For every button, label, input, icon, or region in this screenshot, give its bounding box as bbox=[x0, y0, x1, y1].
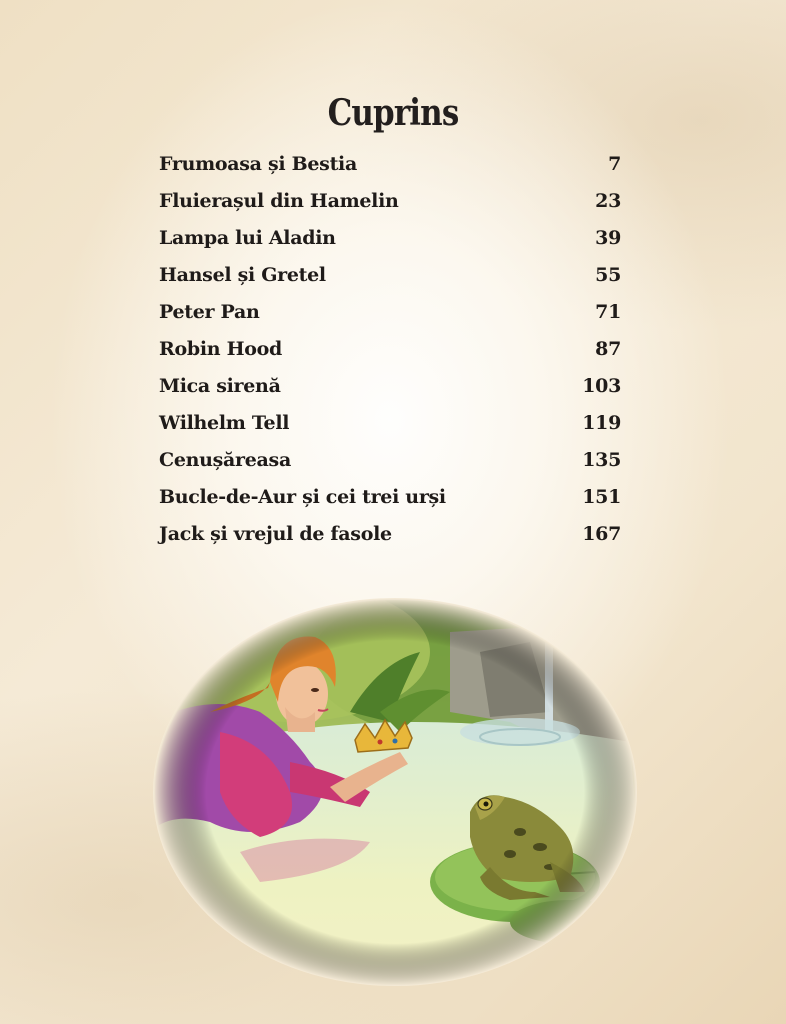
toc-entry-page: 87 bbox=[595, 338, 621, 360]
toc-entry[interactable] bbox=[159, 153, 621, 190]
toc-entry-page: 55 bbox=[595, 264, 621, 286]
toc-entry-title: Lampa lui Aladin bbox=[159, 227, 336, 249]
toc-entry[interactable] bbox=[159, 375, 621, 412]
toc-entry[interactable] bbox=[159, 412, 621, 449]
toc-entry[interactable] bbox=[159, 523, 621, 560]
table-of-contents bbox=[159, 153, 621, 560]
toc-entry-page: 167 bbox=[582, 523, 621, 545]
toc-entry-page: 39 bbox=[595, 227, 621, 249]
toc-entry-page: 119 bbox=[582, 412, 621, 434]
toc-entry-title: Wilhelm Tell bbox=[159, 412, 290, 434]
toc-entry-title: Jack și vrejul de fasole bbox=[159, 523, 392, 545]
toc-entry-page: 23 bbox=[595, 190, 621, 212]
toc-entry-title: Fluierașul din Hamelin bbox=[159, 190, 399, 212]
toc-entry-title: Robin Hood bbox=[159, 338, 282, 360]
toc-entry-title: Frumoasa și Bestia bbox=[159, 153, 357, 175]
toc-entry-title: Peter Pan bbox=[159, 301, 260, 323]
toc-entry-page: 103 bbox=[582, 375, 621, 397]
toc-entry[interactable] bbox=[159, 486, 621, 523]
toc-entry[interactable] bbox=[159, 301, 621, 338]
toc-entry[interactable] bbox=[159, 190, 621, 227]
toc-entry-title: Hansel și Gretel bbox=[159, 264, 326, 286]
page-title: Cuprins bbox=[327, 92, 459, 134]
toc-entry-page: 71 bbox=[595, 301, 621, 323]
toc-entry[interactable] bbox=[159, 338, 621, 375]
toc-entry-page: 7 bbox=[608, 153, 621, 175]
toc-entry-title: Mica sirenă bbox=[159, 375, 281, 397]
toc-entry-page: 135 bbox=[582, 449, 621, 471]
toc-entry[interactable] bbox=[159, 227, 621, 264]
toc-entry-title: Cenușăreasa bbox=[159, 449, 291, 471]
toc-entry[interactable] bbox=[159, 449, 621, 486]
toc-entry-page: 151 bbox=[582, 486, 621, 508]
toc-entry[interactable] bbox=[159, 264, 621, 301]
frog-prince-illustration bbox=[150, 592, 650, 992]
toc-entry-title: Bucle-de-Aur și cei trei urși bbox=[159, 486, 446, 508]
